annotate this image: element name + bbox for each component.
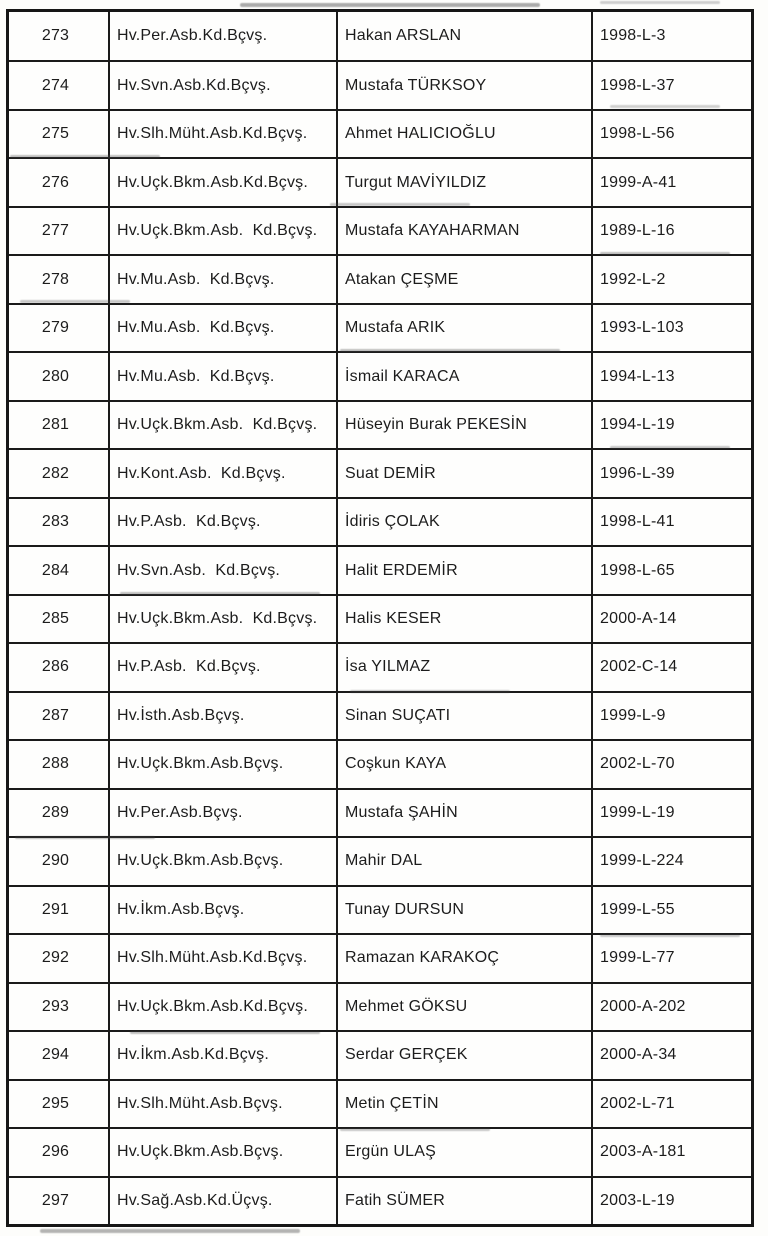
table-row <box>9 206 751 254</box>
scan-artifact <box>40 1229 300 1233</box>
registry-number-cell: 1989-L-16 <box>600 222 675 240</box>
row-number-cell: 294 <box>9 1032 110 1078</box>
row-number-cell: 296 <box>9 1129 110 1175</box>
name-cell: Metin ÇETİN <box>338 1081 593 1127</box>
registry-number-cell: 1999-L-224 <box>600 852 684 870</box>
rank-cell: Hv.Uçk.Bkm.Asb.Bçvş. <box>110 838 338 884</box>
rank-cell: Hv.Uçk.Bkm.Asb.Bçvş. <box>110 741 338 787</box>
rank-cell: Hv.P.Asb. Kd.Bçvş. <box>110 644 338 690</box>
table-row <box>9 545 751 593</box>
registry-number-cell: 1999-L-55 <box>600 900 675 918</box>
row-number-cell: 275 <box>9 111 110 157</box>
name-cell: İsa YILMAZ <box>338 644 593 690</box>
name-cell: İsmail KARACA <box>338 353 593 399</box>
rank-cell: Hv.Slh.Müht.Asb.Kd.Bçvş. <box>110 111 338 157</box>
name-cell: Halit ERDEMİR <box>338 547 593 593</box>
table-row <box>9 1030 751 1078</box>
table-row <box>9 642 751 690</box>
registry-number-cell: 2000-A-34 <box>600 1046 677 1064</box>
row-number-cell: 278 <box>9 256 110 302</box>
row-number-cell: 284 <box>9 547 110 593</box>
name-cell: Turgut MAVİYILDIZ <box>338 159 593 205</box>
table-row <box>9 109 751 157</box>
table-row <box>9 885 751 933</box>
row-number-cell: 291 <box>9 887 110 933</box>
table-row <box>9 933 751 981</box>
row-number-cell: 283 <box>9 499 110 545</box>
name-cell: Mahir DAL <box>338 838 593 884</box>
row-number-cell: 289 <box>9 790 110 836</box>
registry-number-cell: 1999-A-41 <box>600 173 677 191</box>
registry-number-cell: 2002-L-71 <box>600 1094 675 1112</box>
rank-cell: Hv.Slh.Müht.Asb.Kd.Bçvş. <box>110 935 338 981</box>
rank-cell: Hv.İsth.Asb.Bçvş. <box>110 693 338 739</box>
table-row <box>9 254 751 302</box>
table-row <box>9 400 751 448</box>
row-number-cell: 293 <box>9 984 110 1030</box>
name-cell: Ergün ULAŞ <box>338 1129 593 1175</box>
name-cell: Ramazan KARAKOÇ <box>338 935 593 981</box>
rank-cell: Hv.Uçk.Bkm.Asb. Kd.Bçvş. <box>110 596 338 642</box>
table-row <box>9 691 751 739</box>
row-number-cell: 290 <box>9 838 110 884</box>
registry-number-cell: 2000-A-14 <box>600 609 677 627</box>
table-row <box>9 1127 751 1175</box>
registry-number-cell: 1999-L-19 <box>600 803 675 821</box>
rank-cell: Hv.P.Asb. Kd.Bçvş. <box>110 499 338 545</box>
table-row <box>9 351 751 399</box>
name-cell: Mustafa KAYAHARMAN <box>338 208 593 254</box>
row-number-cell: 281 <box>9 402 110 448</box>
registry-number-cell: 1999-L-77 <box>600 949 675 967</box>
registry-number-cell: 1992-L-2 <box>600 270 666 288</box>
rank-cell: Hv.İkm.Asb.Bçvş. <box>110 887 338 933</box>
scan-artifact <box>240 3 540 7</box>
name-cell: İdiris ÇOLAK <box>338 499 593 545</box>
rank-cell: Hv.İkm.Asb.Kd.Bçvş. <box>110 1032 338 1078</box>
row-number-cell: 286 <box>9 644 110 690</box>
name-cell: Mustafa ARIK <box>338 305 593 351</box>
row-number-cell: 287 <box>9 693 110 739</box>
name-cell: Hakan ARSLAN <box>338 12 593 60</box>
registry-number-cell: 1998-L-65 <box>600 561 675 579</box>
personnel-table <box>6 9 754 1227</box>
table-row <box>9 12 751 60</box>
table-row <box>9 594 751 642</box>
table-row <box>9 497 751 545</box>
row-number-cell: 279 <box>9 305 110 351</box>
registry-number-cell: 1994-L-13 <box>600 367 675 385</box>
registry-number-cell: 2002-L-70 <box>600 755 675 773</box>
name-cell: Tunay DURSUN <box>338 887 593 933</box>
rank-cell: Hv.Mu.Asb. Kd.Bçvş. <box>110 256 338 302</box>
registry-number-cell: 1998-L-3 <box>600 27 666 45</box>
rank-cell: Hv.Uçk.Bkm.Asb.Bçvş. <box>110 1129 338 1175</box>
rank-cell: Hv.Svn.Asb.Kd.Bçvş. <box>110 62 338 108</box>
table-row <box>9 788 751 836</box>
row-number-cell: 288 <box>9 741 110 787</box>
rank-cell: Hv.Uçk.Bkm.Asb.Kd.Bçvş. <box>110 984 338 1030</box>
row-number-cell: 282 <box>9 450 110 496</box>
row-number-cell: 273 <box>9 12 110 60</box>
rank-cell: Hv.Kont.Asb. Kd.Bçvş. <box>110 450 338 496</box>
registry-number-cell: 1994-L-19 <box>600 416 675 434</box>
name-cell: Serdar GERÇEK <box>338 1032 593 1078</box>
table-row <box>9 303 751 351</box>
rank-cell: Hv.Svn.Asb. Kd.Bçvş. <box>110 547 338 593</box>
row-number-cell: 297 <box>9 1178 110 1224</box>
rank-cell: Hv.Per.Asb.Kd.Bçvş. <box>110 12 338 60</box>
registry-number-cell: 2003-A-181 <box>600 1143 686 1161</box>
rank-cell: Hv.Per.Asb.Bçvş. <box>110 790 338 836</box>
registry-number-cell: 2003-L-19 <box>600 1191 675 1209</box>
table-row <box>9 836 751 884</box>
rank-cell: Hv.Mu.Asb. Kd.Bçvş. <box>110 305 338 351</box>
scan-artifact <box>600 1 720 4</box>
table-row <box>9 157 751 205</box>
row-number-cell: 295 <box>9 1081 110 1127</box>
registry-number-cell: 2000-A-202 <box>600 997 686 1015</box>
registry-number-cell: 1993-L-103 <box>600 319 684 337</box>
row-number-cell: 277 <box>9 208 110 254</box>
registry-number-cell: 1998-L-41 <box>600 513 675 531</box>
name-cell: Atakan ÇEŞME <box>338 256 593 302</box>
rank-cell: Hv.Sağ.Asb.Kd.Üçvş. <box>110 1178 338 1224</box>
row-number-cell: 285 <box>9 596 110 642</box>
rank-cell: Hv.Uçk.Bkm.Asb. Kd.Bçvş. <box>110 402 338 448</box>
row-number-cell: 292 <box>9 935 110 981</box>
name-cell: Sinan SUÇATI <box>338 693 593 739</box>
row-number-cell: 280 <box>9 353 110 399</box>
name-cell: Suat DEMİR <box>338 450 593 496</box>
rank-cell: Hv.Uçk.Bkm.Asb. Kd.Bçvş. <box>110 208 338 254</box>
name-cell: Mehmet GÖKSU <box>338 984 593 1030</box>
rank-cell: Hv.Uçk.Bkm.Asb.Kd.Bçvş. <box>110 159 338 205</box>
name-cell: Mustafa ŞAHİN <box>338 790 593 836</box>
name-cell: Coşkun KAYA <box>338 741 593 787</box>
registry-number-cell: 2002-C-14 <box>600 658 678 676</box>
name-cell: Ahmet HALICIOĞLU <box>338 111 593 157</box>
row-number-cell: 274 <box>9 62 110 108</box>
name-cell: Fatih SÜMER <box>338 1178 593 1224</box>
name-cell: Hüseyin Burak PEKESİN <box>338 402 593 448</box>
rank-cell: Hv.Mu.Asb. Kd.Bçvş. <box>110 353 338 399</box>
table-row <box>9 448 751 496</box>
table-row <box>9 739 751 787</box>
registry-number-cell: 1996-L-39 <box>600 464 675 482</box>
name-cell: Halis KESER <box>338 596 593 642</box>
table-row <box>9 1176 751 1224</box>
registry-number-cell: 1998-L-56 <box>600 125 675 143</box>
name-cell: Mustafa TÜRKSOY <box>338 62 593 108</box>
rank-cell: Hv.Slh.Müht.Asb.Bçvş. <box>110 1081 338 1127</box>
table-row <box>9 982 751 1030</box>
table-row <box>9 1079 751 1127</box>
registry-number-cell: 1999-L-9 <box>600 706 666 724</box>
row-number-cell: 276 <box>9 159 110 205</box>
registry-number-cell: 1998-L-37 <box>600 76 675 94</box>
table-row <box>9 60 751 108</box>
